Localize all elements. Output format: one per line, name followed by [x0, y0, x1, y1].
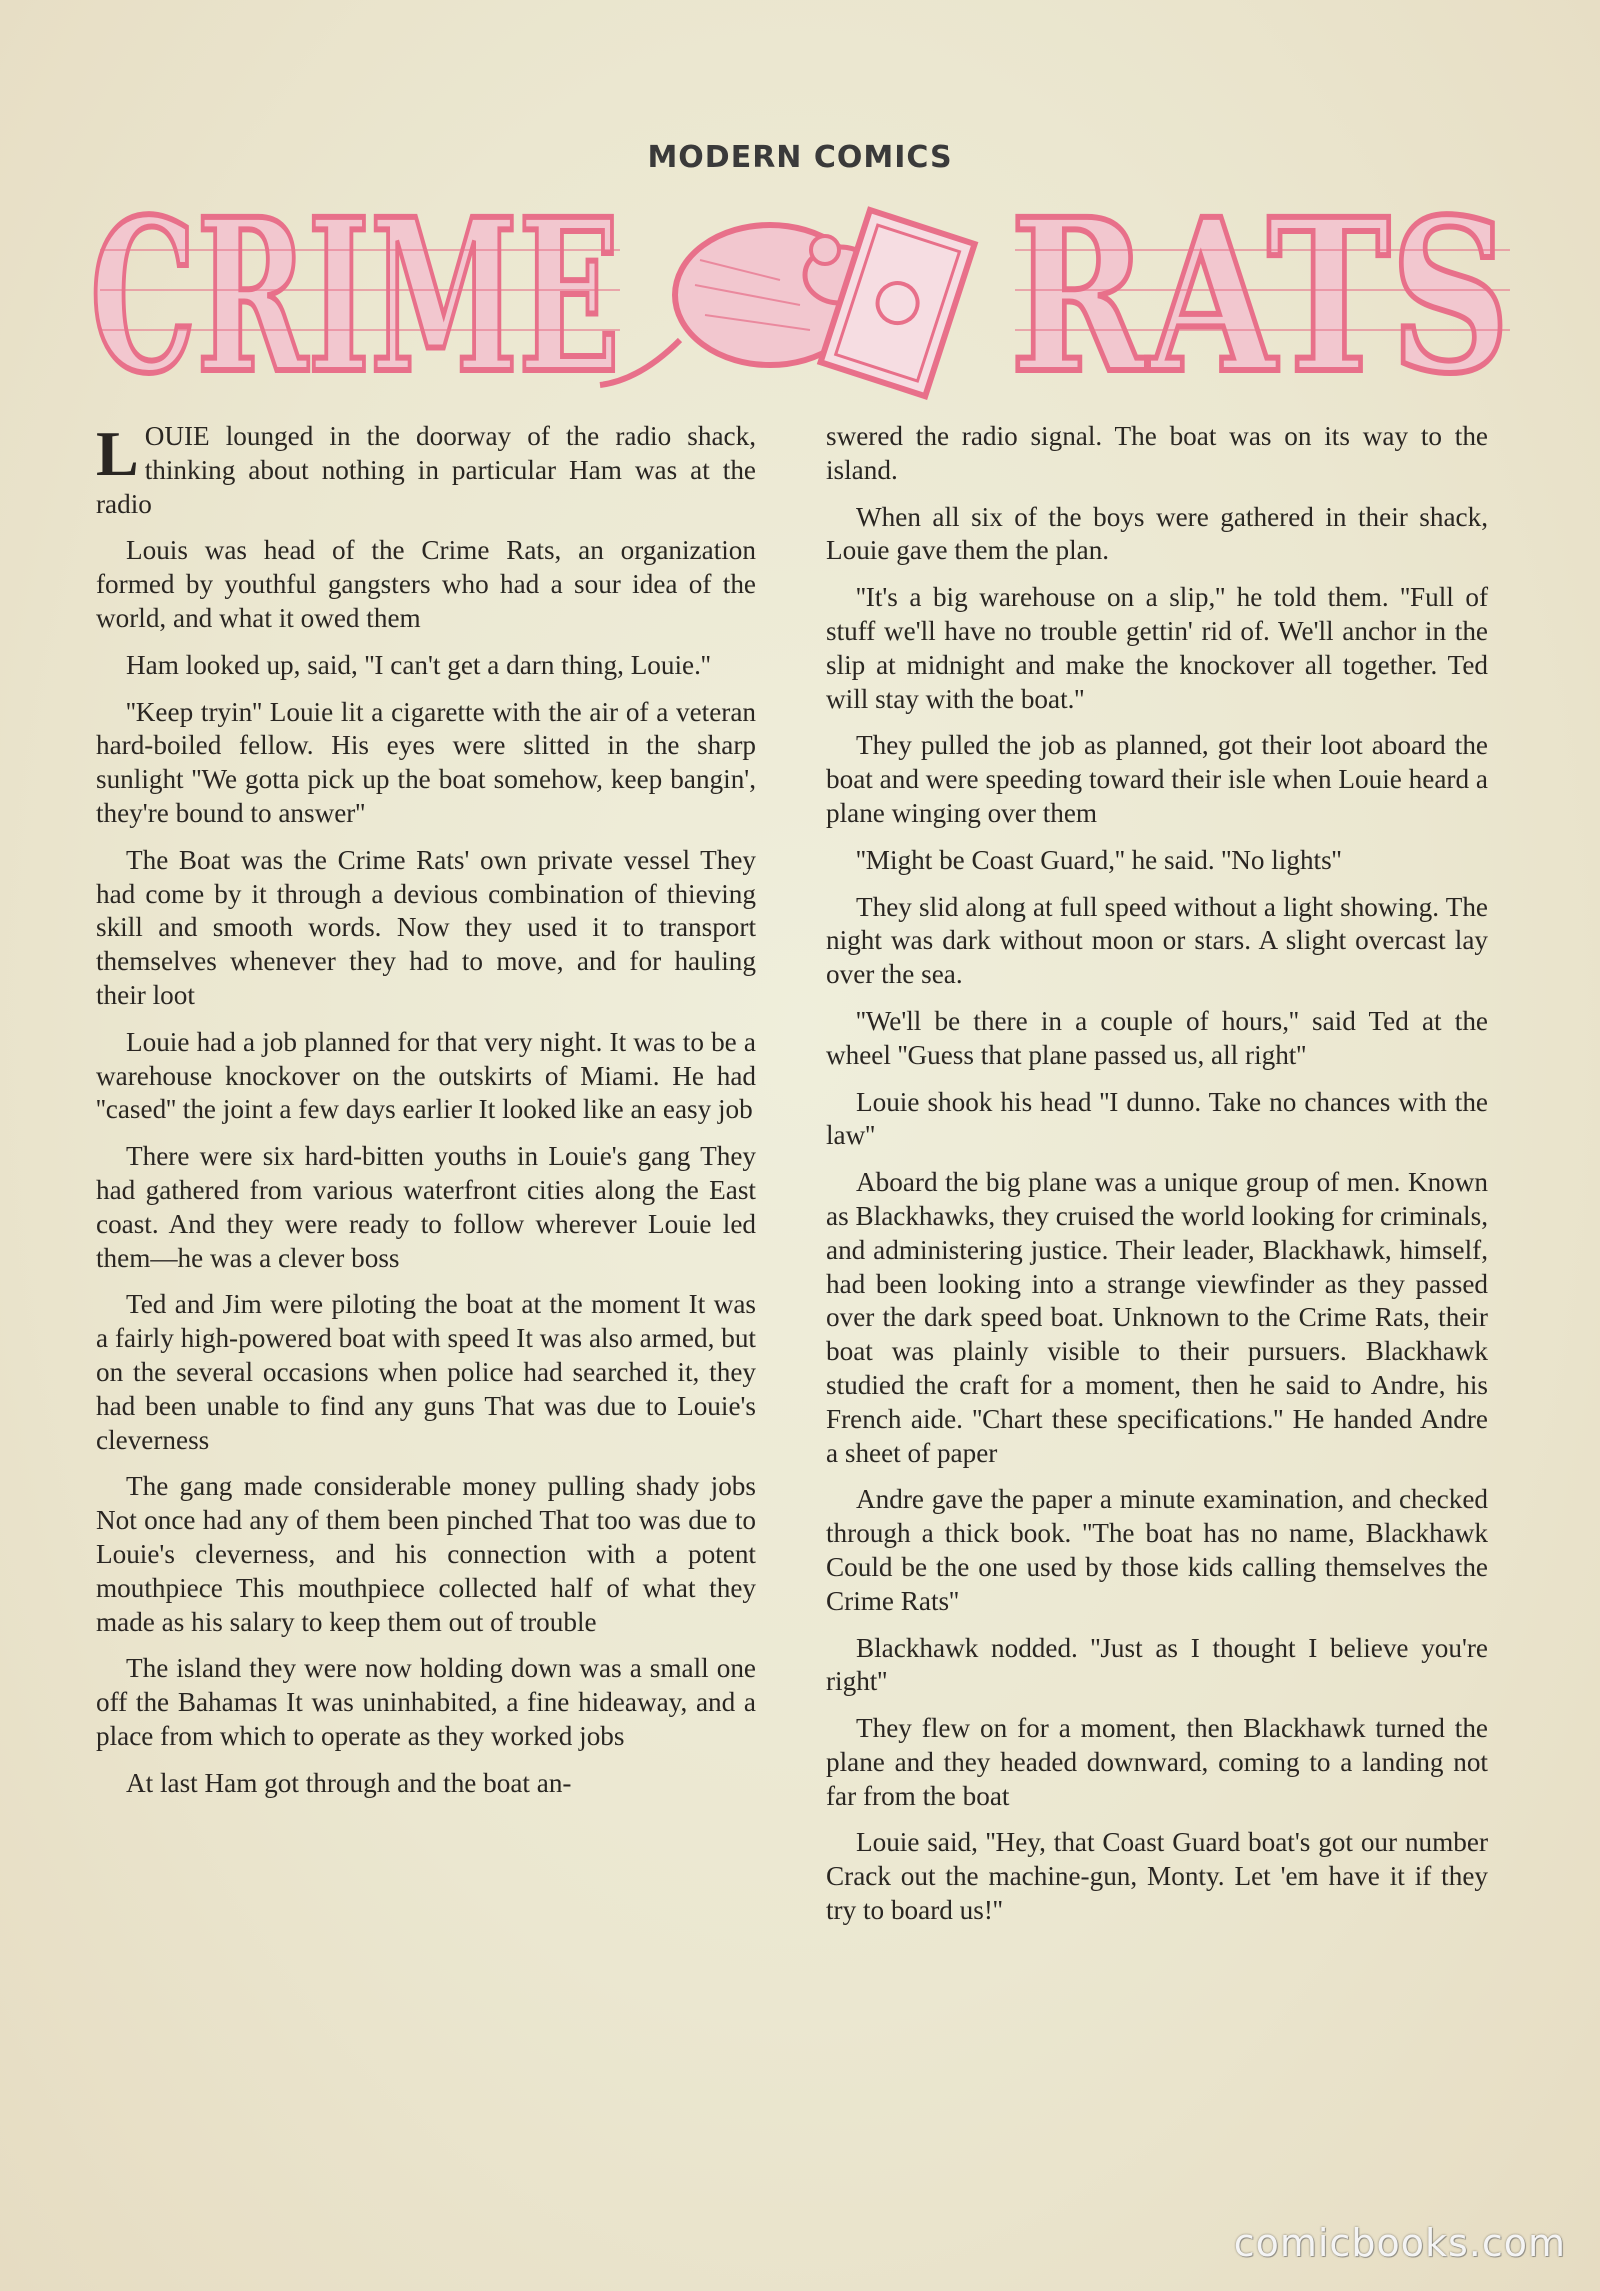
paragraph: They flew on for a moment, then Blackhawk turned the plane and they headed downward, coming to a landing not far from the boat — [826, 1713, 1488, 1811]
paragraph: At last Ham got through and the boat an- — [126, 1767, 572, 1798]
paragraph: The Boat was the Crime Rats' own private vessel They had come by it through a devious combination of thieving skill and smooth words. Now they used it to transport themselves whenever they had to move, and for hauling their loot — [96, 844, 756, 1010]
paragraph — [96, 420, 756, 521]
paragraph: Louie said, ''Hey, that Coast Guard boat's got our number Crack out the machine-gun, Monty. Let 'em have it if they try to board us!'' — [826, 1827, 1488, 1926]
title-right-word: RATS — [1010, 173, 1510, 420]
crime-rats-title-art — [80, 173, 1520, 420]
site-watermark: comicbooks.com — [1233, 2221, 1566, 2265]
paragraph: Blackhawk nodded. ''Just as I thought I believe you're right'' — [826, 1632, 1488, 1697]
paragraph: When all six of the boys were gathered in their shack, Louie gave them the plan. — [826, 501, 1488, 566]
paragraph: The gang made considerable money pulling shady jobs Not once had any of them been pinched That too was due to Louie's cleverness, and his connection with a potent mouthpiece This mouthpiece collected half of what they made as his salary to keep them out of trouble — [96, 1471, 756, 1637]
paragraph: Ham looked up, said, ''I can't get a darn thing, Louie.'' — [126, 649, 711, 680]
paragraph: Ted and Jim were piloting the boat at the moment It was a fairly high-powered boat with speed It was also armed, but on the several occasions when police had searched it, they had been unable to find any guns That was due to Louie's cleverness — [96, 1289, 756, 1455]
masthead: MODERN COMICS — [647, 140, 953, 175]
title-left-word: CRIME — [90, 173, 620, 420]
paragraph: The island they were now holding down was a small one off the Bahamas It was uninhabited, a fine hideaway, and a place from which to operate as they worked jobs — [96, 1653, 756, 1751]
paragraph: They pulled the job as planned, got their loot aboard the boat and were speeding toward their isle when Louie heard a plane winging over them — [826, 730, 1488, 828]
paragraph-text: OUIE lounged in the doorway of the radio shack, thinking about nothing in particular Ham was at the radio — [96, 421, 756, 519]
title-logo — [80, 173, 1520, 420]
paragraph: There were six hard-bitten youths in Louie's gang They had gathered from various waterfront cities along the East coast. And they were ready to follow wherever Louie led them—he was a clever boss — [96, 1141, 756, 1273]
paragraph: swered the radio signal. The boat was on its way to the island. — [826, 421, 1488, 485]
paragraph: ''It's a big warehouse on a slip,'' he told them. ''Full of stuff we'll have no trouble gettin' rid of. We'll anchor in the slip at midnight and make the knockover all together. Ted will stay with the boat.'' — [826, 582, 1488, 714]
paragraph: ''Might be Coast Guard,'' he said. ''No lights'' — [856, 844, 1342, 875]
left-text-column — [96, 420, 756, 1813]
rat-with-money-icon — [600, 210, 975, 396]
paragraph: Louis was head of the Crime Rats, an organization formed by youthful gangsters who had a sour idea of the world, and what it owed them — [96, 535, 756, 633]
paragraph: Aboard the big plane was a unique group of men. Known as Blackhawks, they cruised the world looking for criminals, and administering justice. Their leader, Blackhawk, himself, had been looking into a strange viewfinder as they passed over the dark speed boat. Unknown to the Crime Rats, their boat was plainly visible to their pursuers. Blackhawk studied the craft for a moment, then he said to Andre, his French aide. ''Chart these specifications.'' He handed Andre a sheet of paper — [826, 1167, 1488, 1468]
drop-cap: L — [96, 418, 139, 489]
paragraph: ''Keep tryin'' Louie lit a cigarette with the air of a veteran hard-boiled fellow. His eyes were slitted in the sharp sunlight ''We gotta pick up the boat somehow, keep bangin', they're bound to answer'' — [96, 696, 756, 828]
paragraph: Andre gave the paper a minute examination, and checked through a thick book. ''The boat has no name, Blackhawk Could be the one used by those kids calling themselves the Crime Rats'' — [826, 1484, 1488, 1616]
paragraph: Louie shook his head ''I dunno. Take no chances with the law'' — [826, 1086, 1488, 1151]
right-text-column — [826, 420, 1488, 1941]
paragraph: They slid along at full speed without a light showing. The night was dark without moon or stars. A slight overcast lay over the sea. — [826, 891, 1488, 990]
paragraph: ''We'll be there in a couple of hours,'' said Ted at the wheel ''Guess that plane passed us, all right'' — [826, 1005, 1488, 1070]
paragraph: Louie had a job planned for that very night. It was to be a warehouse knockover on the outskirts of Miami. He had ''cased'' the joint a few days earlier It looked like an easy job — [96, 1026, 756, 1125]
